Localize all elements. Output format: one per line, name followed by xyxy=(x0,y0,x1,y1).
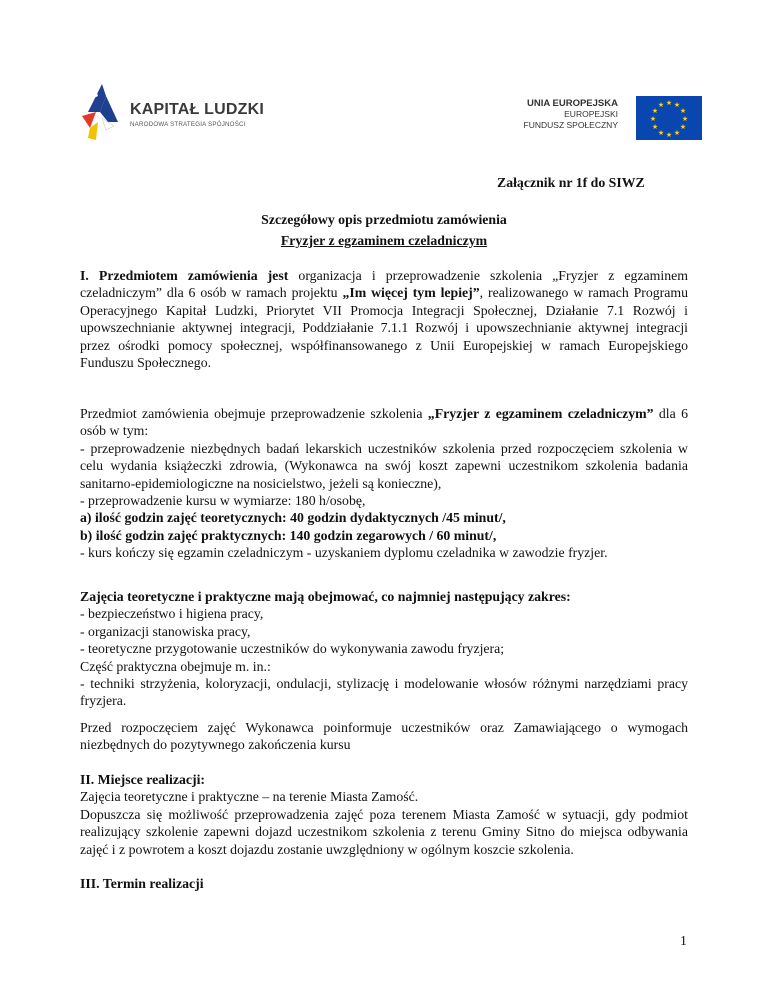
section2-title: II. Miejsce realizacji: xyxy=(80,772,206,787)
classes-scope-item-2: - organizacji stanowiska pracy, xyxy=(80,624,251,639)
course-name: „Fryzjer z egzaminem czeladniczym” xyxy=(427,406,654,421)
kapital-ludzki-emblem-icon xyxy=(80,82,124,142)
section2-paragraph-1: Zajęcia teoretyczne i praktyczne – na terenie Miasta Zamość. xyxy=(80,789,419,804)
kapital-ludzki-title: KAPITAŁ LUDZKI xyxy=(130,101,265,118)
svg-text:★: ★ xyxy=(679,107,687,115)
svg-text:★: ★ xyxy=(651,107,659,115)
svg-text:★: ★ xyxy=(657,101,665,109)
classes-scope-item-5: - techniki strzyżenia, koloryzacji, ondulacji, stylizację i modelowanie włosów różnymi narzędziami pracy fryzjera. xyxy=(80,676,688,709)
eu-logo-line3: FUNDUSZ SPOŁECZNY xyxy=(523,119,618,130)
kapital-ludzki-subtitle: NARODOWA STRATEGIA SPÓJNOŚCI xyxy=(130,121,246,128)
scope-item-1: - przeprowadzenie niezbędnych badań lekarskich uczestników szkolenia przed rozpoczęciem szkolenia w celu wydania książeczki zdrowia, (Wykonawca na swój koszt zapewni uczestnikom szkolenia badania sanitarno-epidemiologiczne na nosicielstwo, jeżeli są konieczne), xyxy=(80,441,688,491)
classes-scope-item-3: - teoretyczne przygotowanie uczestników do wykonywania zawodu fryzjera; xyxy=(80,641,505,656)
kapital-ludzki-logo xyxy=(80,82,280,142)
eu-flag-icon xyxy=(636,96,702,140)
scope-item-2: - przeprowadzenie kursu w wymiarze: 180 h/osobę, xyxy=(80,493,366,508)
svg-text:★: ★ xyxy=(649,115,657,123)
classes-scope-item-4: Część praktyczna obejmuje m. in.: xyxy=(80,659,271,674)
scope-text-b: dla 6 osób w tym: xyxy=(80,406,688,439)
svg-text:★: ★ xyxy=(679,123,687,131)
scope-paragraph xyxy=(80,405,688,440)
svg-text:★: ★ xyxy=(657,129,665,137)
svg-text:★: ★ xyxy=(673,101,681,109)
project-name: „Im więcej tym lepiej” xyxy=(342,285,480,301)
document-subtitle: Fryzjer z egzaminem czeladniczym xyxy=(280,233,488,248)
classes-scope-item-1: - bezpieczeństwo i higiena pracy, xyxy=(80,606,264,621)
info-paragraph: Przed rozpoczęciem zajęć Wykonawca poinformuje uczestników oraz Zamawiającego o wymogach niezbędnych do pozytywnego zakończenia kursu xyxy=(80,720,688,753)
section1-lead: I. Przedmiotem zamówienia jest xyxy=(80,268,289,283)
eu-logo-line2: EUROPEJSKI xyxy=(564,109,618,119)
classes-scope-title: Zajęcia teoretyczne i praktyczne mają obejmować, co najmniej następujący zakres: xyxy=(80,589,571,604)
section3-title: III. Termin realizacji xyxy=(80,876,204,891)
scope-item-4: b) ilość godzin zajęć praktycznych: 140 godzin zegarowych / 60 minut/, xyxy=(80,528,497,543)
section2-paragraph-2: Dopuszcza się możliwość przeprowadzenia zajęć poza terenem Miasta Zamość w sytuacji, gdy podmiot realizujący szkolenie zapewni dojazd uczestnikom szkolenia z terenu Gminy Sitno do miejsca odbywania zajęć i z powrotem a koszt dojazdu zostanie uwzględniony w ogólnym koszcie szkolenia. xyxy=(80,807,688,857)
section1-text-b: , realizowanego w ramach Programu Operacyjnego Kapitał Ludzki, Priorytet VII Promocja Integracji Społecznej, Działanie 7.1 Rozwój i upowszechnianie aktywnej integracji, Poddziałanie 7.1.1 Rozwój i upowszechnianie aktywnej integracji przez ośrodki pomocy społecznej, współfinansowanego z Unii Europejskiej w ramach Europejskiego Funduszu Społecznego. xyxy=(80,285,689,371)
svg-text:★: ★ xyxy=(665,131,673,139)
scope-item-3: a) ilość godzin zajęć teoretycznych: 40 godzin dydaktycznych /45 minut/, xyxy=(80,510,506,525)
section1-paragraph xyxy=(80,267,688,371)
svg-text:★: ★ xyxy=(681,115,689,123)
document-title: Szczegółowy opis przedmiotu zamówienia xyxy=(261,212,507,227)
svg-text:★: ★ xyxy=(651,123,659,131)
scope-text-a: Przedmiot zamówienia obejmuje przeprowadzenie szkolenia xyxy=(80,406,428,421)
attachment-label: Załącznik nr 1f do SIWZ xyxy=(497,175,645,190)
page-number: 1 xyxy=(680,933,687,948)
section1-text-a: organizacja i przeprowadzenie szkolenia „Fryzjer z egzaminem czeladniczym” dla 6 osób w ramach projektu xyxy=(80,268,688,301)
svg-text:★: ★ xyxy=(665,99,673,107)
scope-item-5: - kurs kończy się egzamin czeladniczym - uzyskaniem dyplomu czeladnika w zawodzie fryzjer. xyxy=(80,545,608,560)
eu-logo-line1: UNIA EUROPEJSKA xyxy=(527,98,618,109)
eu-logo xyxy=(500,88,712,160)
svg-text:★: ★ xyxy=(673,129,681,137)
